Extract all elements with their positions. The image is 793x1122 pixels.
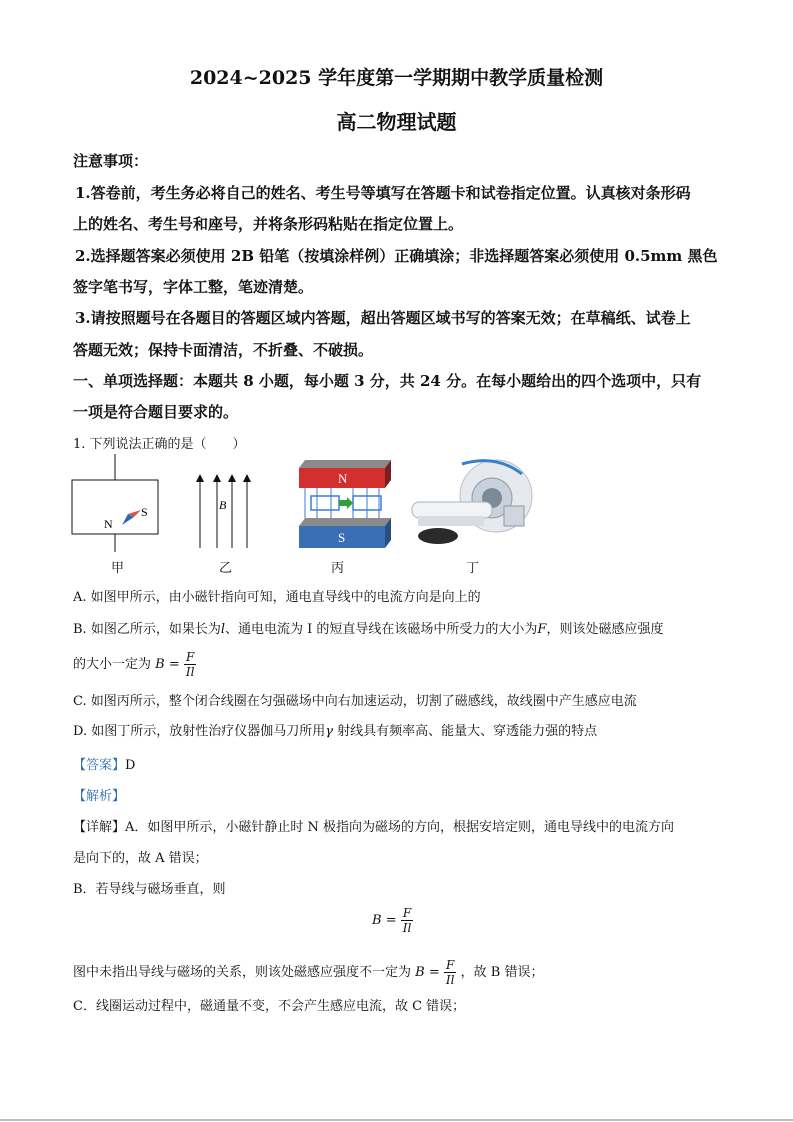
option-a: A. 如图甲所示，由小磁针指向可知，通电直导线中的电流方向是向上的 bbox=[73, 590, 481, 605]
answer-label: 【答案】 bbox=[73, 758, 126, 773]
figure-label-ding: 丁 bbox=[466, 561, 480, 576]
detail-b-line-1: B．若导线与磁场垂直，则 bbox=[73, 882, 226, 897]
detail-b-text-1: 图中未指出导线与磁场的关系，则该处磁感应强度不一定为 bbox=[73, 965, 412, 980]
option-b-line-1 bbox=[73, 618, 663, 637]
field-b-label: B bbox=[219, 498, 227, 512]
detail-b-inline-denominator: Il bbox=[445, 973, 455, 987]
detail-b-text-2: ，故 B 错误； bbox=[460, 965, 544, 980]
note-2-line-2: 签字笔书写，字体工整，笔迹清楚。 bbox=[73, 278, 314, 296]
formula-denominator: Il bbox=[402, 921, 412, 935]
formula-lhs: B bbox=[372, 913, 382, 928]
detail-a-line-2: 是向下的，故 A 错误； bbox=[73, 851, 208, 866]
question-1-stem: 1. 下列说法正确的是（ ） bbox=[73, 437, 246, 452]
detail-b-inline-fraction bbox=[444, 958, 457, 987]
option-b-var-f: F bbox=[537, 622, 547, 637]
detail-c: C．线圈运动过程中，磁通量不变，不会产生感应电流，故 C 错误； bbox=[73, 999, 466, 1014]
option-b-formula-numerator: F bbox=[184, 650, 197, 665]
control-panel bbox=[504, 506, 524, 526]
answer-line bbox=[73, 754, 135, 773]
note-1-line-2: 上的姓名、考生号和座号，并将条形码粘贴在指定位置上。 bbox=[73, 215, 464, 233]
exam-subtitle: 高二物理试题 bbox=[336, 110, 457, 134]
analysis-label: 【解析】 bbox=[73, 789, 126, 804]
figure-label-jia: 甲 bbox=[111, 561, 125, 576]
detail-a-text: A．如图甲所示，小磁针静止时 N 极指向为磁场的方向，根据安培定则，通电导线中的电流方向 bbox=[125, 820, 675, 835]
detail-b-inline-numerator: F bbox=[444, 958, 457, 973]
option-b-var-l: l bbox=[220, 622, 225, 637]
section-heading-line-1: 一、单项选择题：本题共 8 小题，每小题 3 分，共 24 分。在每小题给出的四个选项中，只有 bbox=[73, 372, 702, 390]
formula-fraction bbox=[401, 906, 414, 935]
magnet-n-label: N bbox=[338, 471, 348, 486]
motion-arrow bbox=[339, 497, 353, 509]
note-1-line-1: 1.答卷前，考生务必将自己的姓名、考生号等填写在答题卡和试卷指定位置。认真核对条形码 bbox=[75, 184, 691, 202]
option-c: C. 如图丙所示，整个闭合线圈在匀强磁场中向右加速运动，切割了磁感线，故线圈中产生感应电流 bbox=[73, 694, 637, 709]
answer-value: D bbox=[125, 758, 136, 773]
figure-label-yi: 乙 bbox=[219, 561, 233, 576]
magnet-s-label: S bbox=[338, 530, 346, 545]
option-d bbox=[73, 720, 597, 739]
option-b-text-3: ，则该处磁感应强度 bbox=[546, 622, 664, 637]
notes-heading: 注意事项： bbox=[73, 152, 149, 170]
option-b-formula-fraction bbox=[184, 650, 197, 679]
compass-n-label: N bbox=[104, 517, 113, 531]
option-b-text-1: B. 如图乙所示，如果长为 bbox=[73, 622, 221, 637]
patient-couch bbox=[412, 502, 492, 518]
page-bottom-border bbox=[0, 1119, 793, 1121]
option-b-line-2 bbox=[73, 650, 196, 679]
detail-b-line-2 bbox=[73, 958, 543, 987]
coil-left bbox=[311, 496, 339, 510]
detail-b-formula-lhs: B bbox=[415, 965, 425, 980]
option-b-formula-lhs: B bbox=[155, 657, 165, 672]
couch-base bbox=[418, 516, 484, 526]
figure-ding-gamma-knife bbox=[404, 456, 534, 550]
option-d-gamma: γ bbox=[325, 724, 334, 739]
compass-s-label: S bbox=[141, 505, 148, 519]
option-b-text-4: 的大小一定为 bbox=[73, 657, 152, 672]
figure-bing bbox=[297, 456, 393, 550]
option-b-formula-denominator: Il bbox=[185, 665, 195, 679]
magnet-s-top-face bbox=[299, 518, 391, 526]
section-heading-line-2: 一项是符合题目要求的。 bbox=[73, 403, 239, 421]
pedestal bbox=[418, 528, 458, 544]
note-3-line-1: 3.请按照题号在各题目的答题区域内答题，超出答题区域书写的答案无效；在草稿纸、试卷上 bbox=[75, 309, 691, 327]
option-d-text-2: 射线具有频率高、能量大、穿透能力强的特点 bbox=[333, 724, 598, 739]
exam-title: 2024~2025 学年度第一学期期中教学质量检测 bbox=[189, 67, 604, 89]
option-b-text-2: 、通电电流为 I 的短直导线在该磁场中所受力的大小为 bbox=[225, 622, 538, 637]
detail-b-formula-eq: = bbox=[428, 965, 440, 980]
detail-a-line-1 bbox=[73, 816, 674, 835]
note-2-line-1: 2.选择题答案必须使用 2B 铅笔（按填涂样例）正确填涂；非选择题答案必须使用 0.5mm 黑色 bbox=[75, 247, 718, 265]
figure-jia bbox=[70, 454, 160, 554]
option-d-text-1: D. 如图丁所示，放射性治疗仪器伽马刀所用 bbox=[73, 724, 326, 739]
detail-b-formula bbox=[372, 906, 413, 935]
figure-yi bbox=[190, 472, 260, 552]
note-3-line-2: 答题无效；保持卡面清洁，不折叠、不破损。 bbox=[73, 341, 374, 359]
formula-eq: = bbox=[385, 913, 397, 928]
option-b-formula-eq: = bbox=[168, 657, 180, 672]
formula-numerator: F bbox=[401, 906, 414, 921]
detail-label: 【详解】 bbox=[73, 820, 126, 835]
magnet-n-top-face bbox=[299, 460, 391, 468]
figure-label-bing: 丙 bbox=[331, 561, 345, 576]
